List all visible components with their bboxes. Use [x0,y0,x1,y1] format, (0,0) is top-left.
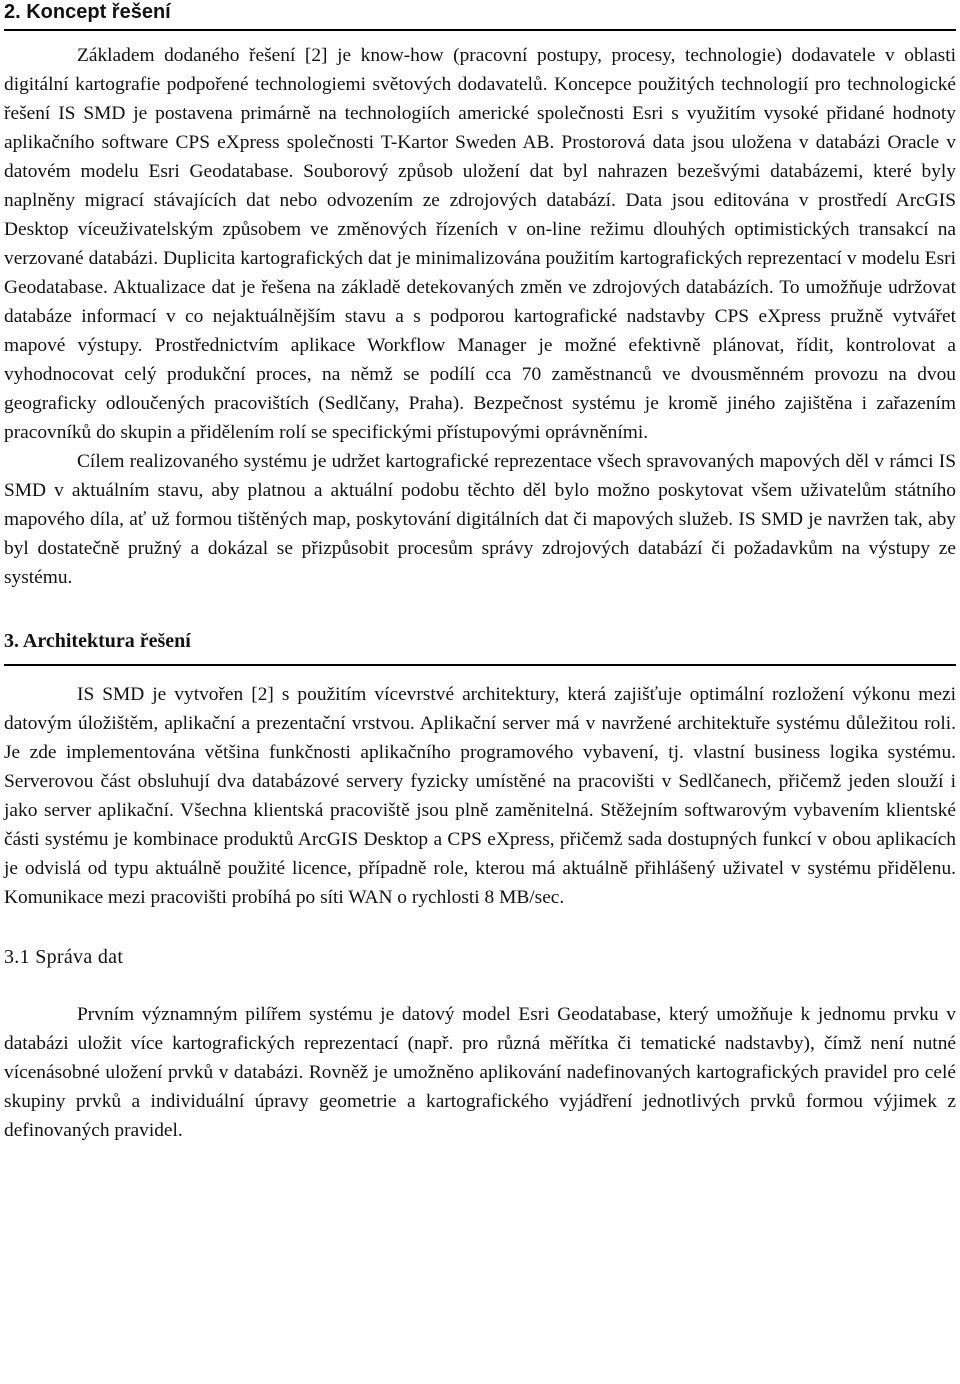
heading-rule [4,29,956,31]
subsection-heading-sprava-dat: 3.1 Správa dat [4,946,124,968]
paragraph-architektura-1: IS SMD je vytvořen [2] s použitím vícevrstvé architektury, která zajišťuje optimální rozložení výkonu mezi datovým úložištěm, aplikační a prezentační vrstvou. Aplikační server má v navržené architektuře systému důležitou roli. Je zde implementována většina funkčnosti aplikačního programového vybavení, tj. vlastní business logika systému. Serverovou část obsluhují dva databázové servery fyzicky umístěné na pracovišti v Sedlčanech, přičemž jeden slouží i jako server aplikační. Všechna klientská pracoviště jsou plně zaměnitelná. Stěžejním softwarovým vybavením klientské části systému je kombinace produktů ArcGIS Desktop a CPS eXpress, přičemž sada dostupných funkcí v obou aplikacích je odvislá od typu aktuálně použité licence, případně role, kterou má aktuálně přihlášený uživatel v systému přidělenu. Komunikace mezi pracovišti probíhá po síti WAN o rychlosti 8 MB/sec. [4,684,956,908]
paragraph-koncept-1: Základem dodaného řešení [2] je know-how (pracovní postupy, procesy, technologie) dodavatele v oblasti digitální kartografie podpořené technologiemi světových dodavatelů. Koncepce použitých technologií pro technologické řešení IS SMD je postavena primárně na technologiích americké společnosti Esri s využitím vysoké přidané hodnoty aplikačního software CPS eXpress společnosti T-Kartor Sweden AB. Prostorová data jsou uložena v databázi Oracle v datovém modelu Esri Geodatabase. Souborový způsob uložení dat byl nahrazen bezešvými databázemi, které byly naplněny migrací stávajících dat nebo odvozením ze zdrojových databází. Data jsou editována v prostředí ArcGIS Desktop víceuživatelským způsobem ve změnových řízeních v on-line režimu dlouhých optimistických transakcí na verzované databázi. Duplicita kartografických dat je minimalizována použitím kartografických reprezentací v modelu Esri Geodatabase. Aktualizace dat je řešena na základě detekovaných změn ve zdrojových databázích. To umožňuje udržovat databáze informací v co nejaktuálnějším stavu a s podporou kartografické nadstavby CPS eXpress pružně vytvářet mapové výstupy. Prostřednictvím aplikace Workflow Manager je možné efektivně plánovat, řídit, kontrolovat a vyhodnocovat celý produkční proces, na němž se podílí cca 70 zaměstnanců ve dvousměnném provozu na dvou geograficky odloučených pracovištích (Sedlčany, Praha). Bezpečnost systému je kromě jiného zajištěna i zařazením pracovníků do skupin a přidělením rolí se specifickými přístupovými oprávněními. [4,45,956,443]
paragraph-koncept-2: Cílem realizovaného systému je udržet kartografické reprezentace všech spravovaných mapových děl v rámci IS SMD v aktuálním stavu, aby platnou a aktuální podobu těchto děl bylo možno poskytovat všem uživatelům státního mapového díla, ať už formou tištěných map, poskytování digitálních dat či mapových služeb. IS SMD je navržen tak, aby byl dostatečně pružný a dokázal se přizpůsobit procesům správy zdrojových databází či požadavkům na výstupy ze systému. [4,451,956,588]
section-heading-architektura: 3. Architektura řešení [4,630,191,652]
heading-rule [4,664,956,666]
paragraph-sprava-dat-1: Prvním významným pilířem systému je datový model Esri Geodatabase, který umožňuje k jednomu prvku v databázi uložit více kartografických reprezentací (např. pro různá měřítka či tematické nadstavby), čímž není nutné vícenásobné uložení prvků v databázi. Rovněž je umožněno aplikování nadefinovaných kartografických pravidel pro celé skupiny prvků a individuální úpravy geometrie a kartografického vyjádření jednotlivých prvků formou výjimek z definovaných pravidel. [4,1004,956,1141]
section-heading-koncept: 2. Koncept řešení [4,1,171,23]
